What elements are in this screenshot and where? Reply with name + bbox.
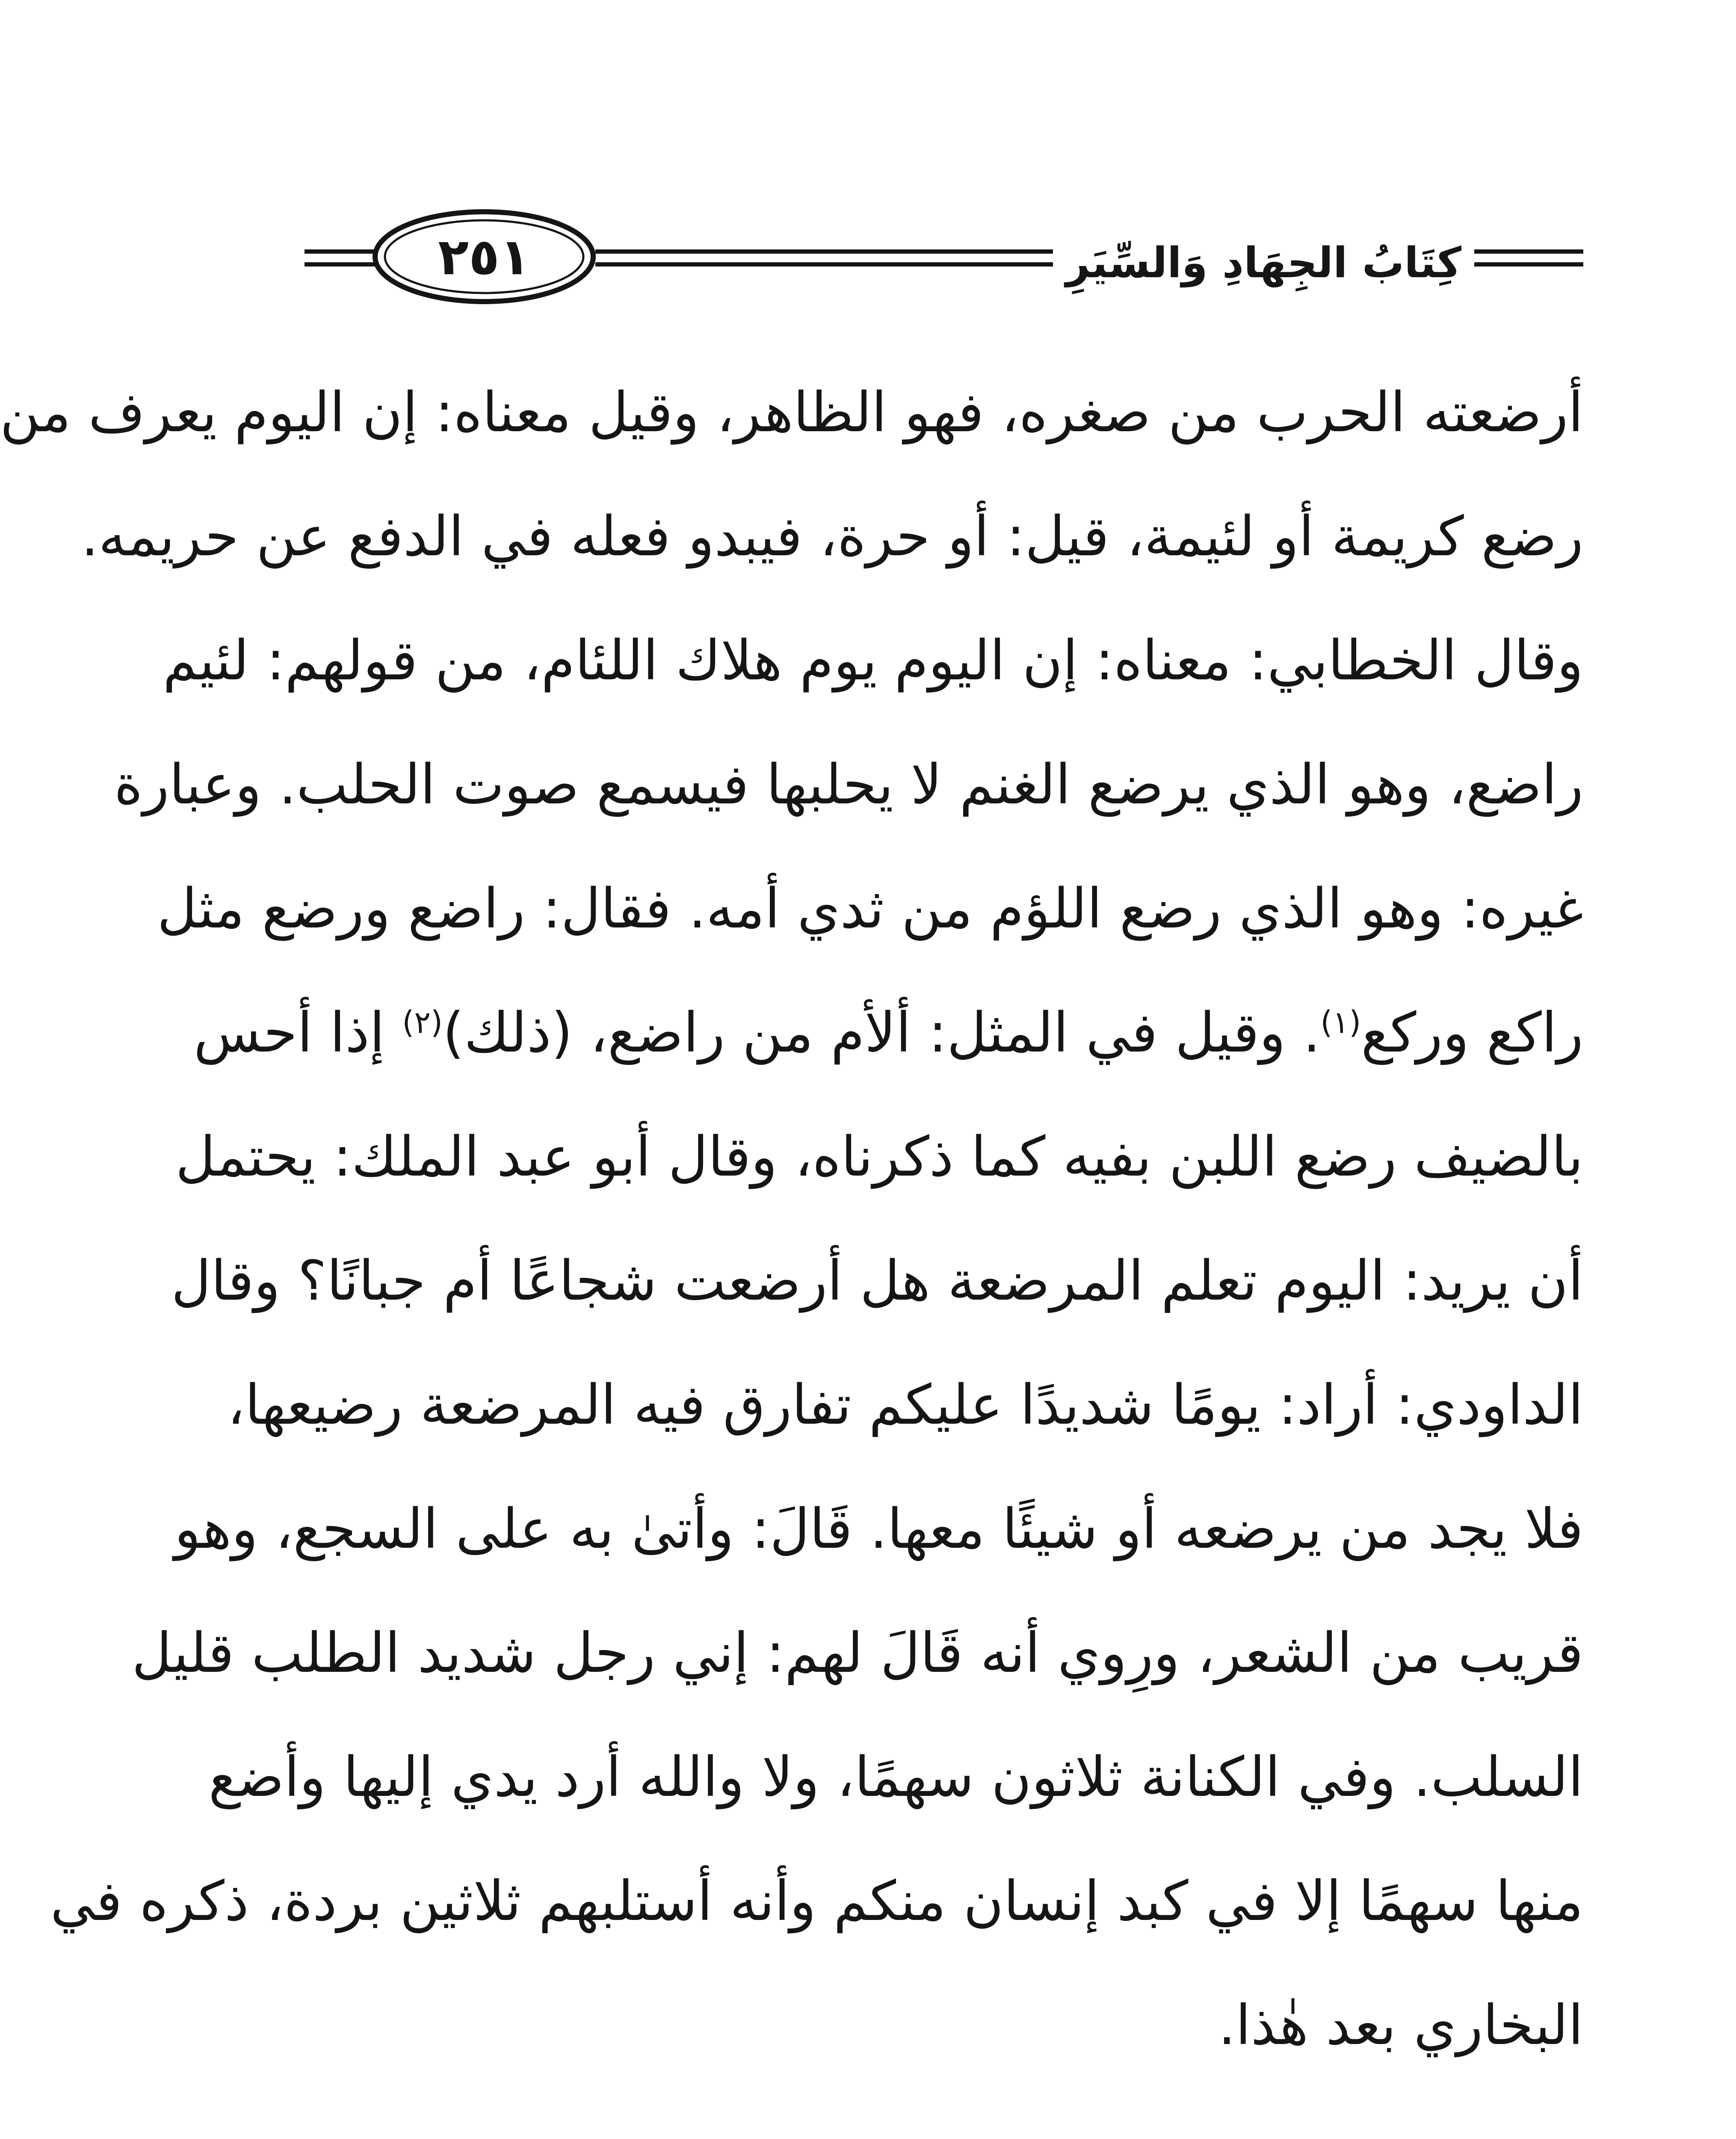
page-number: ٢٥١ [438, 227, 531, 286]
text-segment: إذا أحس [193, 1001, 402, 1065]
text-line [305, 2118, 1583, 2139]
text-line: منها سهمًا إلا في كبد إنسان منكم وأنه أستلبهم ثلاثين بردة، ذكره في [50, 1869, 1583, 1933]
paragraph-gap [305, 2088, 1583, 2118]
text-line: رضع كريمة أو لئيمة، قيل: أو حرة، فيبدو فعله في الدفع عن حريمه. [81, 505, 1583, 569]
text-segment: راكع وركع [1361, 1001, 1583, 1065]
footnote-ref-2[interactable]: (٢) [402, 1004, 443, 1040]
text-line: فلا يجد من يرضعه أو شيئًا معها. قَالَ: وأتىٰ به على السجع، وهو [174, 1497, 1583, 1561]
text-line-with-footnotes [193, 971, 1583, 1095]
text-line: السلب. وفي الكنانة ثلاثون سهمًا، ولا والله أرد يدي إليها وأضع [208, 1745, 1583, 1809]
text-line: راضع، وهو الذي يرضع الغنم لا يحلبها فيسمع صوت الحلب. وعبارة [114, 753, 1583, 817]
text-line: أرضعته الحرب من صغره، فهو الظاهر، وقيل معناه: إن اليوم يعرف من [0, 381, 1583, 444]
text-line: قريب من الشعر، ورِوي أنه قَالَ لهم: إني رجل شديد الطلب قليل [132, 1621, 1583, 1685]
text-line: بالضيف رضع اللبن بفيه كما ذكرناه، وقال أبو عبد الملك: يحتمل [175, 1125, 1583, 1189]
text-line: الداودي: أراد: يومًا شديدًا عليكم تفارق فيه المرضعة رضيعها، [227, 1373, 1583, 1437]
page-header [305, 201, 1583, 312]
text-line: غيره: وهو الذي رضع اللؤم من ثدي أمه. فقال: راضع ورضع مثل [157, 877, 1583, 941]
running-title: كِتَابُ الجِهَادِ وَالسِّيَرِ [1053, 231, 1474, 295]
main-text [0, 351, 1583, 2139]
text-line: أن يريد: اليوم تعلم المرضعة هل أرضعت شجاعًا أم جبانًا؟ وقال [171, 1249, 1583, 1313]
text-line: وقال الخطابي: معناه: إن اليوم يوم هلاك اللئام، من قولهم: لئيم [163, 629, 1583, 693]
text-line: البخاري بعد هٰذا. [1218, 1994, 1583, 2057]
footnote-ref-1[interactable]: (١) [1320, 1004, 1361, 1040]
text-segment: . وقيل في المثل: ألأم من راضع، (ذلك) [443, 1001, 1321, 1065]
